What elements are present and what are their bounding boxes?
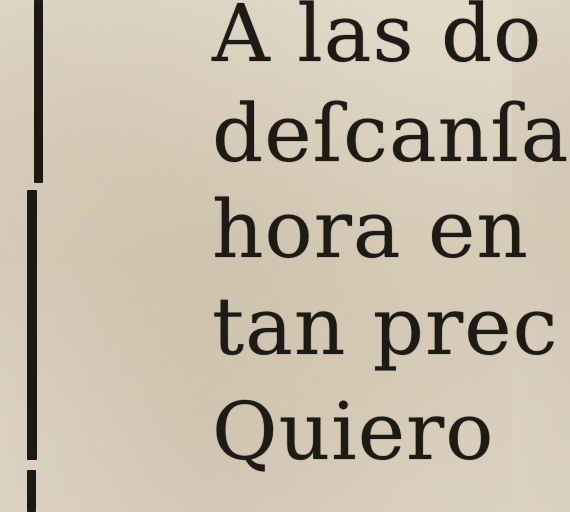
text-column — [212, 0, 570, 512]
margin-rule-segment-bottom — [27, 470, 36, 512]
margin-rule-segment-top — [34, 0, 43, 183]
text-line-4: tan prec — [212, 280, 559, 373]
text-line-3: hora en — [212, 183, 529, 276]
text-line-1: A las do — [212, 0, 543, 80]
margin-rule-segment-middle — [27, 190, 37, 460]
text-line-5: Quiero — [212, 385, 495, 478]
text-line-2: deſcanſa — [212, 87, 570, 180]
